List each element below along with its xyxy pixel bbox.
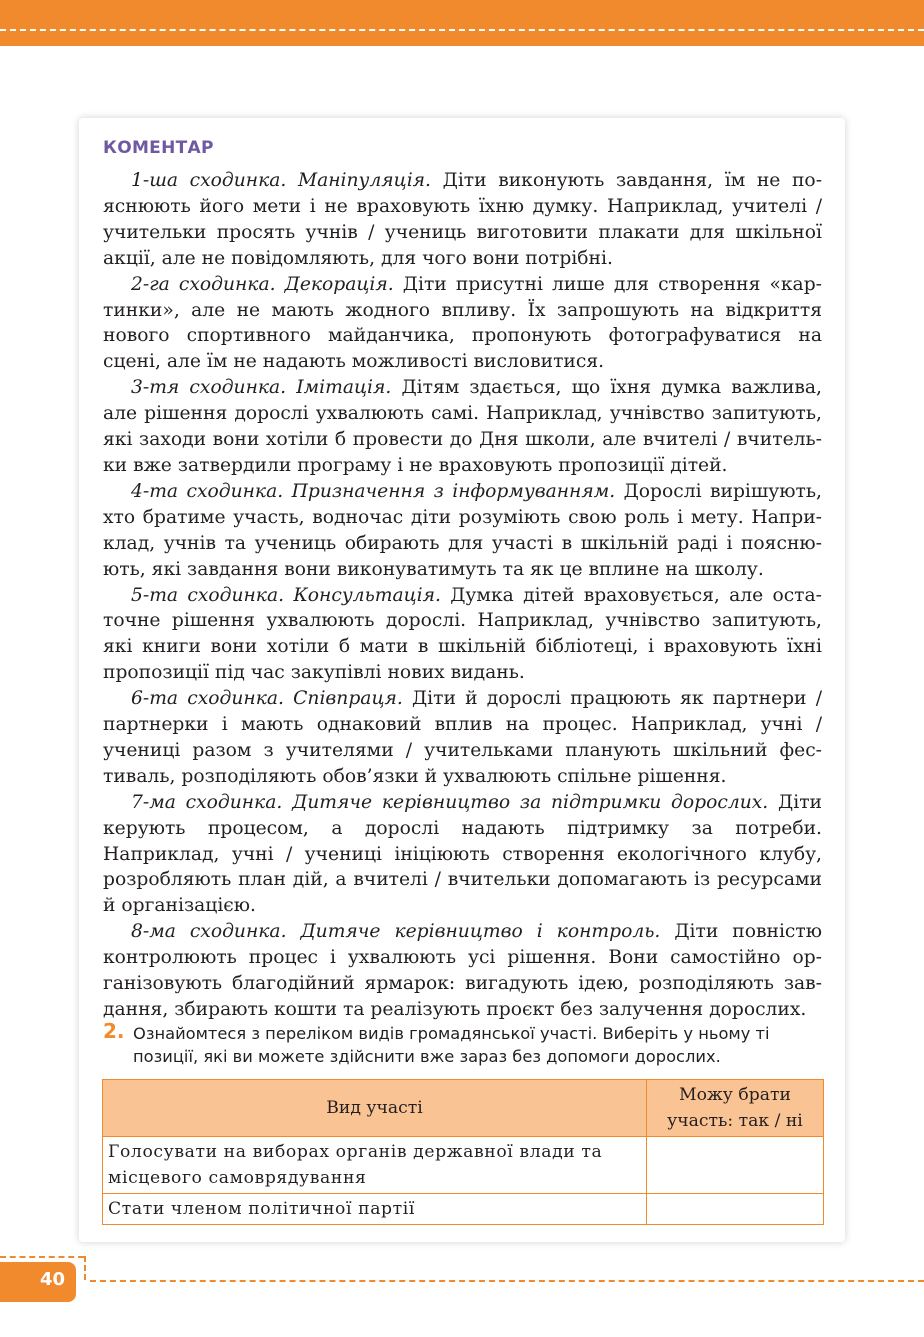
step-title: 4-та сходинка. Призначення з інформуванням. xyxy=(131,480,616,502)
table-header-answer: Можу брати участь: так / ні xyxy=(647,1080,824,1137)
step-text: Діти виконують завдання, їм не пояснюють його мети і не враховують їхню думку. Наприклад, учителі / учительки просять учнів / учениць виготовити плакати для шкільної акції, але не повідомляють, для чого вони потрібні. xyxy=(103,170,823,269)
bottom-dashed-line xyxy=(90,1280,924,1282)
section-title: КОМЕНТАР xyxy=(103,138,214,158)
table-cell-type: Голосувати на виборах органів державної влади та місцевого самоврядування xyxy=(103,1137,647,1194)
step-title: 7-ма сходинка. Дитяче керівництво за підтримки дорослих. xyxy=(131,791,769,813)
step-text: Дорослі вирішують, хто братиме участь, водночас діти розуміють свою роль і мету. Наприклад, учнів та учениць обирають для участі в шкільній раді і пояснюють, які завдання вони виконуватимуть та як це вплине на школу. xyxy=(103,480,822,580)
table-row xyxy=(103,1194,824,1225)
step-text: Думка дітей враховується, але остаточне рішення ухвалюють дорослі. Наприклад, учнівство запитують, які книги вони хотіли б мати в шкільній бібліотеці, і враховують їхні пропозиції під час закупівлі нових видань. xyxy=(103,584,822,684)
bottom-dashed-line xyxy=(0,1256,84,1258)
step-paragraph xyxy=(103,919,822,1023)
step-paragraph xyxy=(103,686,822,790)
step-text: Діти повністю контролюють процес і ухвалюють усі рішення. Вони самостійно організовують благодійний ярмарок: вигадують ідею, розподіляють завдання, збирають кошти та реалізують проєкт без залучення дорослих. xyxy=(103,921,822,1020)
table-cell-answer xyxy=(647,1194,824,1225)
step-title: 8-ма сходинка. Дитяче керівництво і контроль. xyxy=(131,921,661,943)
task-number: 2. xyxy=(103,1019,125,1043)
participation-table xyxy=(102,1079,824,1225)
top-dashed-line xyxy=(0,29,924,31)
step-title: 3-тя сходинка. Імітація. xyxy=(131,377,392,399)
table-row xyxy=(103,1137,824,1194)
step-paragraph xyxy=(103,479,822,583)
task-text: Ознайомтеся з переліком видів громадянської участі. Виберіть у ньому ті позиції, які ви можете здійснити вже зараз без допомоги дорослих. xyxy=(133,1024,770,1066)
table-cell-type: Стати членом політичної партії xyxy=(103,1194,647,1225)
step-title: 2-га сходинка. Декорація. xyxy=(131,273,394,295)
step-text: Дітям здається, що їхня думка важлива, але рішення дорослі ухвалюють самі. Наприклад, учнівство запитують, які заходи вони хотіли б провести до Дня школи, але вчителі / вчительки вже затвердили програму і не враховують пропозиції дітей. xyxy=(103,377,822,476)
step-title: 1-ша сходинка. Маніпуляція. xyxy=(131,170,432,191)
table-header-row xyxy=(103,1080,824,1137)
step-title: 5-та сходинка. Консультація. xyxy=(131,584,441,606)
step-paragraph xyxy=(103,168,822,272)
step-paragraph xyxy=(103,790,822,920)
step-paragraph xyxy=(103,583,822,687)
bottom-dashed-line xyxy=(84,1256,86,1280)
step-paragraph xyxy=(103,272,822,376)
step-title: 6-та сходинка. Співпраця. xyxy=(131,688,403,710)
table-cell-answer xyxy=(647,1137,824,1194)
comment-body xyxy=(103,168,822,1023)
page-number: 40 xyxy=(40,1269,66,1290)
top-decorative-band xyxy=(0,0,924,46)
step-paragraph xyxy=(103,375,822,479)
step-text: Діти присутні лише для створення «картинки», але не мають жодного впливу. Їх запрошують на відкриття нового спортивного майданчика, пропонують фотографуватися на сцені, але їм не надають можливості висловитися. xyxy=(103,273,822,373)
task-block xyxy=(103,1019,827,1068)
table-header-type: Вид участі xyxy=(103,1080,647,1137)
step-text: Діти й дорослі працюють як партнери / партнерки і мають однаковий вплив на процес. Наприклад, учні / учениці разом з учителями / учительками планують шкільний фестиваль, розподіляють обов’язки й ухвалюють спільне рішення. xyxy=(103,688,822,787)
step-text: Діти керують процесом, а дорослі надають підтримку за потреби. Наприклад, учні / учениці ініціюють створення екологічного клубу, розробляють план дій, а вчителі / вчительки допомагають із ресурсами й організацією. xyxy=(103,791,822,917)
